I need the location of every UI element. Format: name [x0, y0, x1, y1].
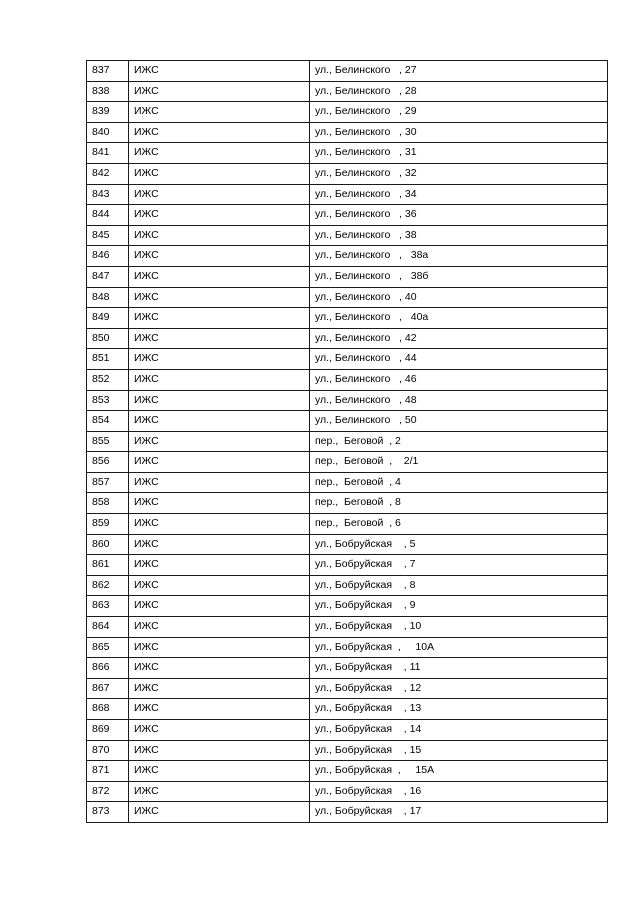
table-row [87, 163, 608, 184]
object-type: ИЖС [129, 699, 310, 720]
table-row [87, 802, 608, 823]
object-type: ИЖС [129, 390, 310, 411]
table-row [87, 205, 608, 226]
row-number: 870 [87, 740, 129, 761]
row-number: 872 [87, 781, 129, 802]
object-address: ул., Белинского , 44 [310, 349, 608, 370]
row-number: 857 [87, 472, 129, 493]
object-type: ИЖС [129, 369, 310, 390]
row-number: 850 [87, 328, 129, 349]
object-address: ул., Белинского , 32 [310, 163, 608, 184]
object-type: ИЖС [129, 163, 310, 184]
object-type: ИЖС [129, 534, 310, 555]
object-type: ИЖС [129, 431, 310, 452]
object-type: ИЖС [129, 617, 310, 638]
object-address: ул., Бобруйская , 15А [310, 761, 608, 782]
object-address: ул., Бобруйская , 11 [310, 658, 608, 679]
table-row [87, 699, 608, 720]
object-address: пер., Беговой , 2/1 [310, 452, 608, 473]
registry-table-body [87, 61, 608, 823]
object-address: ул., Белинского , 28 [310, 81, 608, 102]
object-address: ул., Бобруйская , 17 [310, 802, 608, 823]
row-number: 837 [87, 61, 129, 82]
object-type: ИЖС [129, 493, 310, 514]
row-number: 853 [87, 390, 129, 411]
row-number: 846 [87, 246, 129, 267]
object-address: пер., Беговой , 4 [310, 472, 608, 493]
row-number: 856 [87, 452, 129, 473]
row-number: 869 [87, 720, 129, 741]
object-address: ул., Бобруйская , 8 [310, 575, 608, 596]
object-address: ул., Белинского , 29 [310, 102, 608, 123]
table-row [87, 472, 608, 493]
row-number: 860 [87, 534, 129, 555]
table-row [87, 287, 608, 308]
row-number: 864 [87, 617, 129, 638]
object-address: ул., Белинского , 31 [310, 143, 608, 164]
object-type: ИЖС [129, 452, 310, 473]
object-type: ИЖС [129, 225, 310, 246]
object-type: ИЖС [129, 122, 310, 143]
table-row [87, 720, 608, 741]
object-address: ул., Бобруйская , 7 [310, 555, 608, 576]
table-row [87, 431, 608, 452]
object-address: ул., Бобруйская , 9 [310, 596, 608, 617]
row-number: 861 [87, 555, 129, 576]
object-address: ул., Белинского , 36 [310, 205, 608, 226]
object-type: ИЖС [129, 596, 310, 617]
table-row [87, 184, 608, 205]
object-type: ИЖС [129, 411, 310, 432]
object-type: ИЖС [129, 143, 310, 164]
row-number: 866 [87, 658, 129, 679]
table-row [87, 658, 608, 679]
table-row [87, 761, 608, 782]
object-address: ул., Бобруйская , 13 [310, 699, 608, 720]
object-address: ул., Белинского , 40а [310, 308, 608, 329]
object-address: ул., Белинского , 34 [310, 184, 608, 205]
address-registry-table [86, 60, 608, 823]
object-address: пер., Беговой , 2 [310, 431, 608, 452]
row-number: 845 [87, 225, 129, 246]
object-type: ИЖС [129, 246, 310, 267]
object-address: ул., Бобруйская , 10А [310, 637, 608, 658]
table-row [87, 246, 608, 267]
object-type: ИЖС [129, 328, 310, 349]
row-number: 848 [87, 287, 129, 308]
object-address: ул., Бобруйская , 15 [310, 740, 608, 761]
object-address: ул., Белинского , 42 [310, 328, 608, 349]
table-row [87, 678, 608, 699]
row-number: 851 [87, 349, 129, 370]
table-row [87, 390, 608, 411]
row-number: 862 [87, 575, 129, 596]
table-row [87, 61, 608, 82]
object-type: ИЖС [129, 81, 310, 102]
object-type: ИЖС [129, 514, 310, 535]
table-row [87, 617, 608, 638]
object-address: ул., Белинского , 40 [310, 287, 608, 308]
object-address: ул., Бобруйская , 16 [310, 781, 608, 802]
object-address: ул., Белинского , 38 [310, 225, 608, 246]
object-type: ИЖС [129, 802, 310, 823]
row-number: 854 [87, 411, 129, 432]
object-type: ИЖС [129, 205, 310, 226]
object-type: ИЖС [129, 740, 310, 761]
table-row [87, 369, 608, 390]
object-address: ул., Белинского , 48 [310, 390, 608, 411]
row-number: 840 [87, 122, 129, 143]
object-type: ИЖС [129, 720, 310, 741]
object-address: ул., Бобруйская , 10 [310, 617, 608, 638]
row-number: 868 [87, 699, 129, 720]
row-number: 839 [87, 102, 129, 123]
table-row [87, 328, 608, 349]
row-number: 843 [87, 184, 129, 205]
table-row [87, 308, 608, 329]
object-type: ИЖС [129, 266, 310, 287]
object-address: ул., Белинского , 50 [310, 411, 608, 432]
object-address: ул., Белинского , 38а [310, 246, 608, 267]
table-row [87, 575, 608, 596]
object-address: ул., Бобруйская , 5 [310, 534, 608, 555]
row-number: 855 [87, 431, 129, 452]
row-number: 867 [87, 678, 129, 699]
object-address: пер., Беговой , 6 [310, 514, 608, 535]
table-row [87, 637, 608, 658]
row-number: 847 [87, 266, 129, 287]
row-number: 844 [87, 205, 129, 226]
object-type: ИЖС [129, 287, 310, 308]
table-row [87, 452, 608, 473]
table-row [87, 349, 608, 370]
object-address: ул., Белинского , 38б [310, 266, 608, 287]
table-row [87, 225, 608, 246]
table-row [87, 555, 608, 576]
row-number: 849 [87, 308, 129, 329]
row-number: 838 [87, 81, 129, 102]
object-type: ИЖС [129, 61, 310, 82]
object-type: ИЖС [129, 575, 310, 596]
table-row [87, 102, 608, 123]
object-type: ИЖС [129, 184, 310, 205]
object-type: ИЖС [129, 658, 310, 679]
object-type: ИЖС [129, 555, 310, 576]
table-row [87, 534, 608, 555]
object-type: ИЖС [129, 102, 310, 123]
row-number: 841 [87, 143, 129, 164]
object-address: ул., Белинского , 30 [310, 122, 608, 143]
table-row [87, 122, 608, 143]
object-address: ул., Бобруйская , 12 [310, 678, 608, 699]
object-type: ИЖС [129, 637, 310, 658]
object-type: ИЖС [129, 308, 310, 329]
object-address: ул., Бобруйская , 14 [310, 720, 608, 741]
row-number: 873 [87, 802, 129, 823]
table-row [87, 411, 608, 432]
table-row [87, 266, 608, 287]
object-type: ИЖС [129, 781, 310, 802]
row-number: 858 [87, 493, 129, 514]
row-number: 871 [87, 761, 129, 782]
object-type: ИЖС [129, 761, 310, 782]
table-row [87, 143, 608, 164]
table-row [87, 81, 608, 102]
table-row [87, 781, 608, 802]
row-number: 863 [87, 596, 129, 617]
row-number: 852 [87, 369, 129, 390]
table-row [87, 596, 608, 617]
table-row [87, 493, 608, 514]
row-number: 859 [87, 514, 129, 535]
object-address: ул., Белинского , 46 [310, 369, 608, 390]
object-address: пер., Беговой , 8 [310, 493, 608, 514]
table-row [87, 740, 608, 761]
object-type: ИЖС [129, 349, 310, 370]
object-type: ИЖС [129, 678, 310, 699]
table-row [87, 514, 608, 535]
object-address: ул., Белинского , 27 [310, 61, 608, 82]
object-type: ИЖС [129, 472, 310, 493]
row-number: 865 [87, 637, 129, 658]
row-number: 842 [87, 163, 129, 184]
